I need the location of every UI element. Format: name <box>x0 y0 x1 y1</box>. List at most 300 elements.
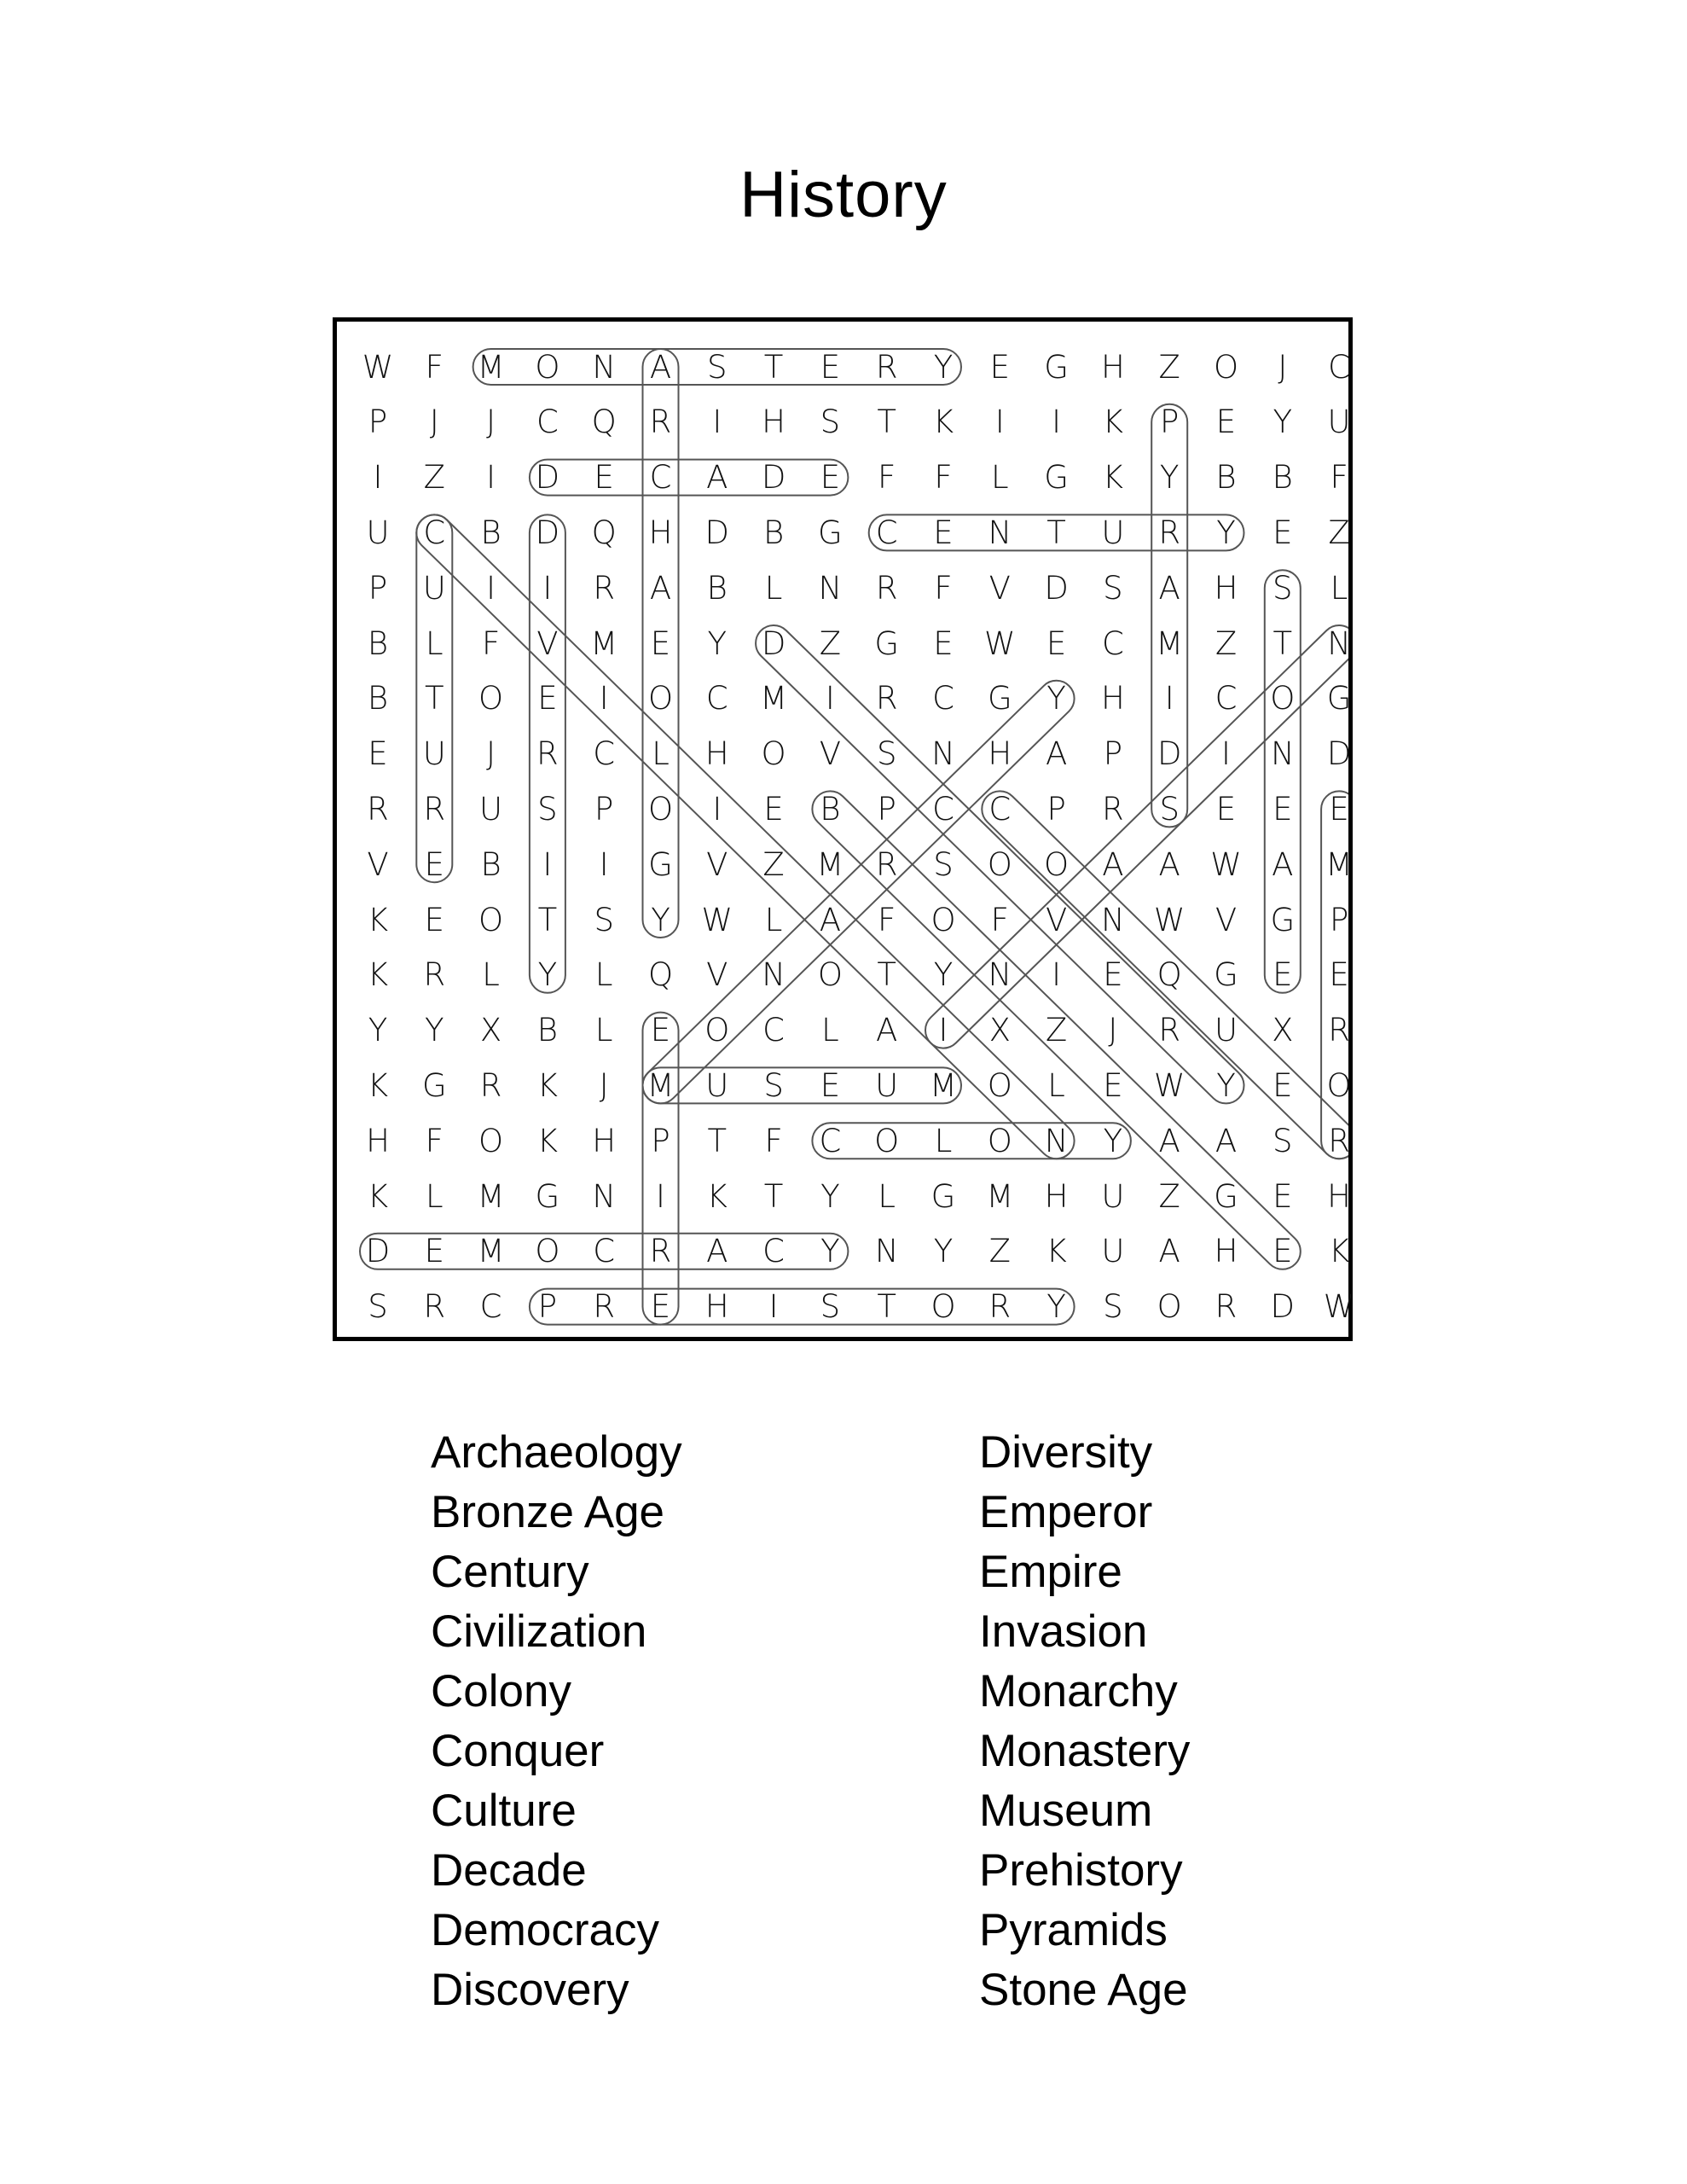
grid-letter[interactable]: U <box>1327 404 1351 441</box>
grid-letter[interactable]: C <box>423 514 446 551</box>
grid-letter[interactable]: H <box>1327 1177 1351 1215</box>
grid-letter[interactable]: E <box>989 348 1010 386</box>
grid-letter[interactable]: E <box>820 1066 841 1104</box>
grid-letter[interactable]: N <box>931 735 955 773</box>
grid-letter[interactable]: N <box>1101 901 1125 938</box>
grid-letter[interactable]: J <box>1278 348 1288 386</box>
grid-letter[interactable]: E <box>820 348 841 386</box>
grid-letter[interactable]: I <box>1052 956 1062 994</box>
grid-letter[interactable]: F <box>425 1122 443 1159</box>
grid-letter[interactable]: U <box>1214 1012 1238 1049</box>
grid-letter[interactable]: H <box>988 735 1012 773</box>
grid-letter[interactable]: F <box>990 901 1009 938</box>
grid-letter[interactable]: M <box>930 1066 957 1104</box>
grid-letter[interactable]: O <box>478 680 504 717</box>
grid-letter[interactable]: T <box>537 901 558 938</box>
grid-letter[interactable]: Z <box>1328 514 1350 551</box>
grid-letter[interactable]: B <box>1215 459 1237 497</box>
grid-letter[interactable]: V <box>819 735 842 773</box>
grid-letter[interactable]: Y <box>933 1233 954 1270</box>
grid-letter[interactable]: C <box>649 459 672 497</box>
grid-letter[interactable]: W <box>362 348 394 386</box>
grid-letter[interactable]: K <box>706 1177 728 1215</box>
grid-letter[interactable]: A <box>706 459 728 497</box>
grid-letter[interactable]: H <box>1214 1233 1238 1270</box>
grid-letter[interactable]: E <box>1215 404 1237 441</box>
grid-letter[interactable]: R <box>423 790 446 828</box>
grid-letter[interactable]: K <box>932 404 954 441</box>
grid-letter[interactable]: E <box>933 514 954 551</box>
grid-letter[interactable]: P <box>1046 790 1066 828</box>
grid-letter[interactable]: T <box>763 1177 784 1215</box>
grid-letter[interactable]: D <box>365 1233 391 1270</box>
grid-letter[interactable]: E <box>1272 1177 1293 1215</box>
grid-letter[interactable]: R <box>649 1233 672 1270</box>
grid-letter[interactable]: Q <box>1157 956 1182 994</box>
grid-letter[interactable]: X <box>479 1012 502 1049</box>
grid-letter[interactable]: V <box>367 845 389 883</box>
grid-letter[interactable]: K <box>367 901 389 938</box>
grid-letter[interactable]: E <box>424 845 444 883</box>
grid-letter[interactable]: M <box>1156 624 1184 662</box>
grid-letter[interactable]: L <box>934 1122 953 1159</box>
grid-letter[interactable]: M <box>477 1177 505 1215</box>
grid-letter[interactable]: O <box>535 348 560 386</box>
grid-letter[interactable]: C <box>762 1012 786 1049</box>
grid-letter[interactable]: A <box>1158 1233 1180 1270</box>
grid-letter[interactable]: O <box>987 1066 1012 1104</box>
grid-letter[interactable]: Y <box>1216 1066 1236 1104</box>
grid-letter[interactable]: A <box>1158 845 1180 883</box>
grid-letter[interactable]: U <box>705 1066 729 1104</box>
grid-letter[interactable]: A <box>1158 569 1180 607</box>
grid-letter[interactable]: O <box>761 735 786 773</box>
grid-letter[interactable]: G <box>1214 956 1238 994</box>
grid-letter[interactable]: H <box>704 1288 729 1326</box>
grid-letter[interactable]: X <box>988 1012 1011 1049</box>
grid-letter[interactable]: S <box>933 845 954 883</box>
grid-letter[interactable]: S <box>820 1288 841 1326</box>
grid-letter[interactable]: B <box>480 845 501 883</box>
grid-letter[interactable]: E <box>424 1233 444 1270</box>
grid-letter[interactable]: M <box>760 680 788 717</box>
grid-letter[interactable]: M <box>590 624 618 662</box>
grid-letter[interactable]: S <box>820 404 841 441</box>
grid-letter[interactable]: Z <box>819 624 842 662</box>
grid-letter[interactable]: U <box>1101 1233 1125 1270</box>
grid-letter[interactable]: O <box>1157 1288 1182 1326</box>
grid-letter[interactable]: E <box>1272 514 1293 551</box>
grid-letter[interactable]: D <box>535 514 560 551</box>
grid-letter[interactable]: V <box>1215 901 1238 938</box>
grid-letter[interactable]: H <box>704 735 729 773</box>
grid-letter[interactable]: U <box>366 514 390 551</box>
grid-letter[interactable]: R <box>875 348 898 386</box>
grid-letter[interactable]: N <box>1270 735 1295 773</box>
grid-letter[interactable]: M <box>816 845 844 883</box>
grid-letter[interactable]: E <box>820 459 841 497</box>
grid-letter[interactable]: R <box>423 1288 446 1326</box>
grid-letter[interactable]: T <box>707 1122 728 1159</box>
grid-letter[interactable]: R <box>479 1066 502 1104</box>
grid-letter[interactable]: W <box>1210 845 1242 883</box>
grid-letter[interactable]: Z <box>1158 348 1180 386</box>
grid-letter[interactable]: O <box>647 680 674 717</box>
grid-letter[interactable]: O <box>535 1233 560 1270</box>
grid-letter[interactable]: H <box>366 1122 390 1159</box>
grid-letter[interactable]: Y <box>1159 459 1180 497</box>
grid-letter[interactable]: F <box>878 901 896 938</box>
grid-letter[interactable]: S <box>1272 569 1293 607</box>
grid-letter[interactable]: G <box>987 680 1012 717</box>
grid-letter[interactable]: E <box>537 680 558 717</box>
grid-letter[interactable]: P <box>368 404 388 441</box>
grid-letter[interactable]: I <box>825 680 835 717</box>
grid-letter[interactable]: J <box>429 404 439 441</box>
grid-letter[interactable]: E <box>1103 956 1123 994</box>
grid-letter[interactable]: J <box>486 735 496 773</box>
grid-letter[interactable]: E <box>1272 790 1293 828</box>
grid-letter[interactable]: O <box>1213 348 1239 386</box>
grid-letter[interactable]: L <box>425 624 443 662</box>
grid-letter[interactable]: G <box>1044 459 1069 497</box>
grid-letter[interactable]: H <box>592 1122 617 1159</box>
grid-letter[interactable]: O <box>704 1012 730 1049</box>
grid-letter[interactable]: T <box>877 956 896 994</box>
grid-letter[interactable]: I <box>1164 680 1174 717</box>
grid-letter[interactable]: O <box>817 956 843 994</box>
grid-letter[interactable]: O <box>647 790 674 828</box>
grid-letter[interactable]: C <box>875 514 898 551</box>
grid-letter[interactable]: Y <box>368 1012 388 1049</box>
grid-letter[interactable]: U <box>1101 514 1125 551</box>
grid-letter[interactable]: O <box>987 1122 1012 1159</box>
grid-letter[interactable]: O <box>1326 1066 1352 1104</box>
grid-letter[interactable]: L <box>652 735 670 773</box>
grid-letter[interactable]: C <box>1215 680 1238 717</box>
grid-letter[interactable]: H <box>1100 680 1125 717</box>
grid-letter[interactable]: K <box>367 956 389 994</box>
grid-letter[interactable]: T <box>877 404 896 441</box>
grid-letter[interactable]: O <box>478 901 504 938</box>
grid-letter[interactable]: C <box>705 680 728 717</box>
grid-letter[interactable]: J <box>486 404 496 441</box>
grid-letter[interactable]: L <box>878 1177 896 1215</box>
grid-letter[interactable]: I <box>486 569 496 607</box>
grid-letter[interactable]: R <box>875 569 898 607</box>
grid-letter[interactable]: N <box>988 956 1012 994</box>
grid-letter[interactable]: S <box>1103 569 1123 607</box>
grid-letter[interactable]: U <box>479 790 503 828</box>
grid-letter[interactable]: I <box>373 459 383 497</box>
grid-letter[interactable]: E <box>650 1288 671 1326</box>
grid-letter[interactable]: A <box>649 569 672 607</box>
grid-letter[interactable]: R <box>423 956 446 994</box>
grid-letter[interactable]: R <box>1215 1288 1238 1326</box>
grid-letter[interactable]: D <box>761 459 786 497</box>
grid-letter[interactable]: I <box>486 459 496 497</box>
grid-letter[interactable]: I <box>712 790 722 828</box>
grid-letter[interactable]: E <box>650 1012 671 1049</box>
grid-letter[interactable]: Y <box>820 1177 840 1215</box>
grid-letter[interactable]: N <box>1327 624 1351 662</box>
grid-letter[interactable]: S <box>368 1288 388 1326</box>
grid-letter[interactable]: K <box>1328 1233 1350 1270</box>
grid-letter[interactable]: L <box>482 956 500 994</box>
grid-letter[interactable]: T <box>763 348 784 386</box>
grid-letter[interactable]: F <box>878 459 896 497</box>
grid-letter[interactable]: E <box>1329 790 1349 828</box>
grid-letter[interactable]: Y <box>1046 680 1066 717</box>
grid-letter[interactable]: H <box>762 404 786 441</box>
grid-letter[interactable]: G <box>930 1177 956 1215</box>
grid-letter[interactable]: N <box>874 1233 899 1270</box>
grid-letter[interactable]: N <box>592 1177 617 1215</box>
grid-letter[interactable]: E <box>933 624 954 662</box>
grid-letter[interactable]: D <box>1157 735 1182 773</box>
grid-letter[interactable]: H <box>648 514 673 551</box>
grid-letter[interactable]: O <box>874 1122 900 1159</box>
grid-letter[interactable]: N <box>762 956 786 994</box>
grid-letter[interactable]: P <box>537 1288 558 1326</box>
grid-letter[interactable]: A <box>1045 735 1068 773</box>
grid-letter[interactable]: A <box>1158 1122 1180 1159</box>
grid-letter[interactable]: Y <box>820 1233 840 1270</box>
grid-letter[interactable]: T <box>1272 624 1293 662</box>
grid-letter[interactable]: F <box>1330 459 1348 497</box>
grid-letter[interactable]: E <box>1046 624 1067 662</box>
grid-letter[interactable]: T <box>877 1288 896 1326</box>
grid-letter[interactable]: W <box>1153 901 1186 938</box>
grid-letter[interactable]: R <box>1102 790 1124 828</box>
grid-letter[interactable]: J <box>1108 1012 1118 1049</box>
grid-letter[interactable]: P <box>877 790 896 828</box>
grid-letter[interactable]: Z <box>423 459 445 497</box>
grid-letter[interactable]: R <box>367 790 389 828</box>
grid-letter[interactable]: B <box>480 514 501 551</box>
grid-letter[interactable]: B <box>762 514 785 551</box>
grid-letter[interactable]: D <box>1270 1288 1296 1326</box>
grid-letter[interactable]: V <box>536 624 559 662</box>
grid-letter[interactable]: X <box>1272 1012 1294 1049</box>
grid-letter[interactable]: M <box>986 1177 1014 1215</box>
grid-letter[interactable]: C <box>479 1288 502 1326</box>
grid-letter[interactable]: V <box>988 569 1011 607</box>
grid-letter[interactable]: M <box>646 1066 675 1104</box>
grid-letter[interactable]: K <box>367 1177 389 1215</box>
grid-letter[interactable]: I <box>599 680 609 717</box>
grid-letter[interactable]: F <box>934 459 953 497</box>
grid-letter[interactable]: C <box>593 1233 616 1270</box>
grid-letter[interactable]: L <box>594 1012 613 1049</box>
grid-letter[interactable]: C <box>593 735 616 773</box>
grid-letter[interactable]: O <box>1270 680 1296 717</box>
grid-letter[interactable]: R <box>875 845 898 883</box>
grid-letter[interactable]: A <box>1272 845 1294 883</box>
grid-letter[interactable]: S <box>876 735 897 773</box>
grid-letter[interactable]: Z <box>988 1233 1011 1270</box>
grid-letter[interactable]: G <box>1326 680 1352 717</box>
grid-letter[interactable]: N <box>818 569 843 607</box>
grid-letter[interactable]: S <box>1272 1122 1293 1159</box>
grid-letter[interactable]: C <box>932 680 954 717</box>
grid-letter[interactable]: E <box>763 790 784 828</box>
grid-letter[interactable]: C <box>536 404 559 441</box>
grid-letter[interactable]: M <box>477 1233 505 1270</box>
grid-letter[interactable]: Q <box>647 956 674 994</box>
grid-letter[interactable]: R <box>988 1288 1012 1326</box>
grid-letter[interactable]: T <box>424 680 444 717</box>
grid-letter[interactable]: R <box>1328 1122 1350 1159</box>
grid-letter[interactable]: A <box>876 1012 898 1049</box>
grid-letter[interactable]: S <box>1103 1288 1123 1326</box>
grid-letter[interactable]: H <box>1214 569 1238 607</box>
grid-letter[interactable]: G <box>421 1066 447 1104</box>
grid-letter[interactable]: O <box>930 1288 956 1326</box>
grid-letter[interactable]: E <box>1272 1066 1293 1104</box>
grid-letter[interactable]: G <box>818 514 843 551</box>
grid-letter[interactable]: R <box>1328 1012 1350 1049</box>
grid-letter[interactable]: O <box>930 901 956 938</box>
grid-letter[interactable]: Z <box>762 845 785 883</box>
grid-letter[interactable]: I <box>542 569 553 607</box>
grid-letter[interactable]: P <box>651 1122 670 1159</box>
grid-letter[interactable]: R <box>1158 514 1181 551</box>
grid-letter[interactable]: D <box>535 459 560 497</box>
grid-letter[interactable]: L <box>764 569 783 607</box>
grid-letter[interactable]: I <box>1221 735 1231 773</box>
grid-letter[interactable]: Y <box>1103 1122 1123 1159</box>
grid-letter[interactable]: M <box>1325 845 1354 883</box>
grid-letter[interactable]: Y <box>933 956 954 994</box>
grid-letter[interactable]: K <box>536 1122 559 1159</box>
grid-letter[interactable]: Y <box>933 348 954 386</box>
grid-letter[interactable]: R <box>1158 1012 1181 1049</box>
grid-letter[interactable]: E <box>1272 956 1293 994</box>
grid-letter[interactable]: D <box>761 624 786 662</box>
grid-letter[interactable]: K <box>536 1066 559 1104</box>
grid-letter[interactable]: I <box>542 845 553 883</box>
grid-letter[interactable]: L <box>990 459 1009 497</box>
grid-letter[interactable]: E <box>650 624 671 662</box>
grid-letter[interactable]: E <box>1329 956 1349 994</box>
grid-letter[interactable]: I <box>1052 404 1062 441</box>
grid-letter[interactable]: P <box>368 569 388 607</box>
grid-letter[interactable]: A <box>1215 1122 1238 1159</box>
grid-letter[interactable]: R <box>536 735 559 773</box>
grid-letter[interactable]: F <box>425 348 443 386</box>
grid-letter[interactable]: L <box>821 1012 839 1049</box>
grid-letter[interactable]: B <box>367 680 389 717</box>
grid-letter[interactable]: K <box>1102 459 1124 497</box>
grid-letter[interactable]: Y <box>424 1012 444 1049</box>
grid-letter[interactable]: E <box>424 901 444 938</box>
grid-letter[interactable]: E <box>1272 1233 1293 1270</box>
grid-letter[interactable]: E <box>1215 790 1237 828</box>
grid-letter[interactable]: I <box>768 1288 779 1326</box>
grid-letter[interactable]: A <box>1102 845 1124 883</box>
grid-letter[interactable]: P <box>1160 404 1180 441</box>
grid-letter[interactable]: S <box>763 1066 784 1104</box>
grid-letter[interactable]: V <box>706 845 728 883</box>
grid-letter[interactable]: N <box>592 348 617 386</box>
grid-letter[interactable]: P <box>594 790 614 828</box>
grid-letter[interactable]: Y <box>1272 404 1293 441</box>
grid-letter[interactable]: U <box>422 735 446 773</box>
grid-letter[interactable]: G <box>874 624 900 662</box>
grid-letter[interactable]: Y <box>1046 1288 1066 1326</box>
grid-letter[interactable]: F <box>934 569 953 607</box>
grid-letter[interactable]: D <box>1326 735 1352 773</box>
grid-letter[interactable]: G <box>535 1177 560 1215</box>
grid-letter[interactable]: B <box>367 624 389 662</box>
grid-letter[interactable]: V <box>706 956 728 994</box>
grid-letter[interactable]: O <box>1044 845 1070 883</box>
grid-letter[interactable]: Y <box>651 901 670 938</box>
grid-letter[interactable]: F <box>764 1122 783 1159</box>
grid-letter[interactable]: E <box>368 735 388 773</box>
grid-letter[interactable]: I <box>656 1177 665 1215</box>
grid-letter[interactable]: O <box>987 845 1012 883</box>
grid-letter[interactable]: L <box>1330 569 1348 607</box>
grid-letter[interactable]: K <box>367 1066 389 1104</box>
grid-letter[interactable]: L <box>1047 1066 1065 1104</box>
grid-letter[interactable]: S <box>594 901 614 938</box>
grid-letter[interactable]: D <box>704 514 730 551</box>
grid-letter[interactable]: N <box>1044 1122 1069 1159</box>
grid-letter[interactable]: Y <box>1216 514 1236 551</box>
grid-letter[interactable]: V <box>1045 901 1068 938</box>
grid-letter[interactable]: G <box>1270 901 1296 938</box>
grid-letter[interactable]: C <box>932 790 954 828</box>
grid-letter[interactable]: A <box>706 1233 728 1270</box>
grid-letter[interactable]: F <box>481 624 501 662</box>
grid-letter[interactable]: C <box>1101 624 1124 662</box>
grid-letter[interactable]: C <box>988 790 1012 828</box>
grid-letter[interactable]: U <box>875 1066 899 1104</box>
grid-letter[interactable]: L <box>425 1177 443 1215</box>
grid-letter[interactable]: E <box>1103 1066 1123 1104</box>
grid-letter[interactable]: E <box>594 459 614 497</box>
grid-letter[interactable]: Y <box>707 624 728 662</box>
grid-letter[interactable]: A <box>649 348 672 386</box>
grid-letter[interactable]: S <box>537 790 558 828</box>
grid-letter[interactable]: G <box>648 845 673 883</box>
grid-letter[interactable]: B <box>1272 459 1293 497</box>
grid-letter[interactable]: K <box>1102 404 1124 441</box>
grid-letter[interactable]: C <box>819 1122 842 1159</box>
grid-letter[interactable]: R <box>875 680 898 717</box>
grid-letter[interactable]: I <box>938 1012 948 1049</box>
grid-letter[interactable]: G <box>1044 348 1069 386</box>
grid-letter[interactable]: R <box>649 404 672 441</box>
grid-letter[interactable]: M <box>477 348 505 386</box>
grid-letter[interactable]: C <box>762 1233 786 1270</box>
grid-letter[interactable]: L <box>594 956 613 994</box>
grid-letter[interactable]: D <box>1044 569 1069 607</box>
grid-letter[interactable]: C <box>1328 348 1351 386</box>
grid-letter[interactable]: T <box>1046 514 1066 551</box>
grid-letter[interactable]: L <box>764 901 783 938</box>
grid-letter[interactable]: W <box>984 624 1016 662</box>
grid-letter[interactable]: S <box>707 348 728 386</box>
grid-letter[interactable]: P <box>1103 735 1123 773</box>
grid-letter[interactable]: S <box>1159 790 1180 828</box>
grid-letter[interactable]: Z <box>1215 624 1238 662</box>
grid-letter[interactable]: I <box>994 404 1005 441</box>
grid-letter[interactable]: A <box>819 901 842 938</box>
grid-letter[interactable]: B <box>820 790 841 828</box>
